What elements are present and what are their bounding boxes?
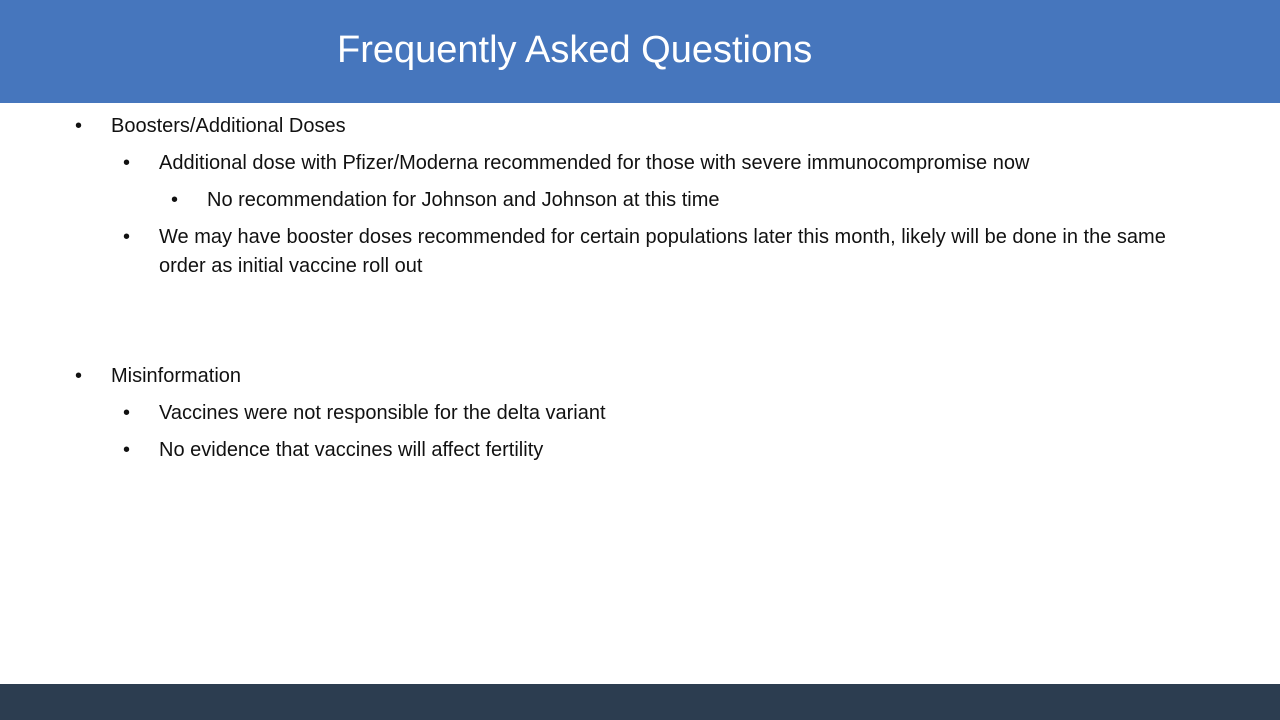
section-heading-text: Boosters/Additional Doses (111, 115, 346, 137)
list-item-text: No recommendation for Johnson and Johnson at this time (207, 189, 720, 211)
bullet-dot-icon: • (171, 189, 179, 211)
footer-bar (0, 684, 1280, 720)
section-boosters-heading (75, 112, 1175, 141)
list-item-text: Vaccines were not responsible for the delta variant (159, 402, 606, 424)
section-heading-text: Misinformation (111, 365, 242, 387)
slide-title: Frequently Asked Questions (337, 29, 813, 71)
misinformation-item-delta (123, 399, 1223, 428)
list-item-text: Additional dose with Pfizer/Moderna recommended for those with severe immunocompromise now (159, 152, 1030, 174)
boosters-item-booster-doses (123, 223, 1223, 281)
bullet-dot-icon: • (75, 365, 83, 387)
section-misinformation-heading (75, 362, 1175, 391)
bullet-dot-icon: • (123, 152, 131, 174)
bullet-dot-icon: • (123, 402, 131, 424)
boosters-subitem-jnj (171, 186, 1171, 215)
bullet-dot-icon: • (123, 439, 131, 461)
bullet-dot-icon: • (123, 226, 131, 248)
list-item-text: We may have booster doses recommended for certain populations later this month, likely will be done in the same order as initial vaccine roll out (159, 226, 1166, 277)
bullet-dot-icon: • (75, 115, 83, 137)
list-item-text: No evidence that vaccines will affect fertility (159, 439, 544, 461)
boosters-item-additional-dose (123, 149, 1223, 178)
misinformation-item-fertility (123, 436, 1223, 465)
